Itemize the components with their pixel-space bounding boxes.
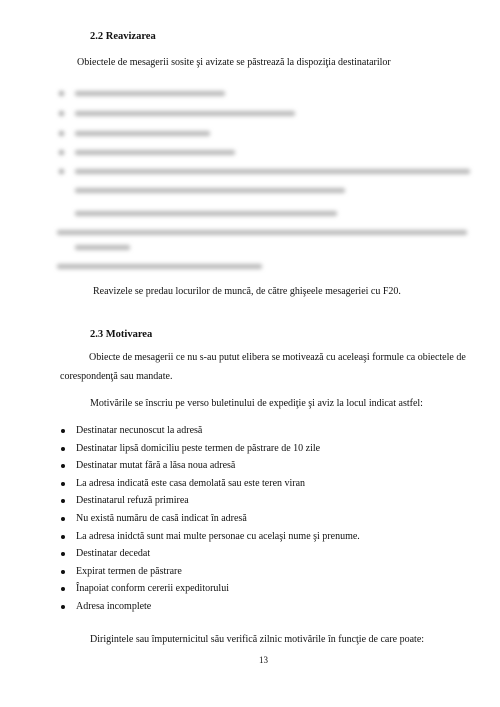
motivarea-paragraph-1: Obiecte de mesagerii ce nu s-au putut elibera se motivează cu aceleaşi formule ca obiectele de corespondenţă sau mandate. [60,352,466,382]
section-heading-motivarea: 2.3 Motivarea [90,329,153,340]
motivarea-paragraph-2: Motivările se înscriu pe verso buletinului de expediţie şi aviz la locul indicat astfel: [90,398,423,409]
reavizarea-intro-paragraph: Obiectele de mesagerii sosite şi avizate se păstrează la dispoziţia destinatarilor [77,57,391,68]
list-item: Expirat termen de păstrare [60,563,480,581]
list-item: Destinatar necunoscut la adresă [60,422,480,440]
page-number: 13 [259,655,268,665]
reavizarea-closing-paragraph: Reavizele se predau locurilor de muncă, de către ghişeele mesageriei cu F20. [93,286,401,297]
list-item: Înapoiat conform cererii expeditorului [60,580,480,598]
list-item: Destinatar mutat fără a lăsa noua adresă [60,457,480,475]
list-item: Adresa incomplete [60,598,480,616]
motivarea-paragraph-3: Dirigintele sau împuternicitul său verifică zilnic motivările în funcţie de care poate: [90,634,425,645]
blurred-content-region [55,95,475,275]
list-item: Destinatarul refuză primirea [60,492,480,510]
list-item: Destinatar lipsă domiciliu peste termen de păstrare de 10 zile [60,440,480,458]
section-heading-reavizarea: 2.2 Reavizarea [90,31,156,42]
list-item: Destinatar decedat [60,545,480,563]
list-item: La adresa inidctă sunt mai multe personae cu acelaşi nume şi prenume. [60,528,480,546]
list-item: La adresa indicată este casa demolată sau este teren viran [60,475,480,493]
motivari-bullet-list [60,422,480,616]
list-item: Nu există număru de casă indicat în adresă [60,510,480,528]
